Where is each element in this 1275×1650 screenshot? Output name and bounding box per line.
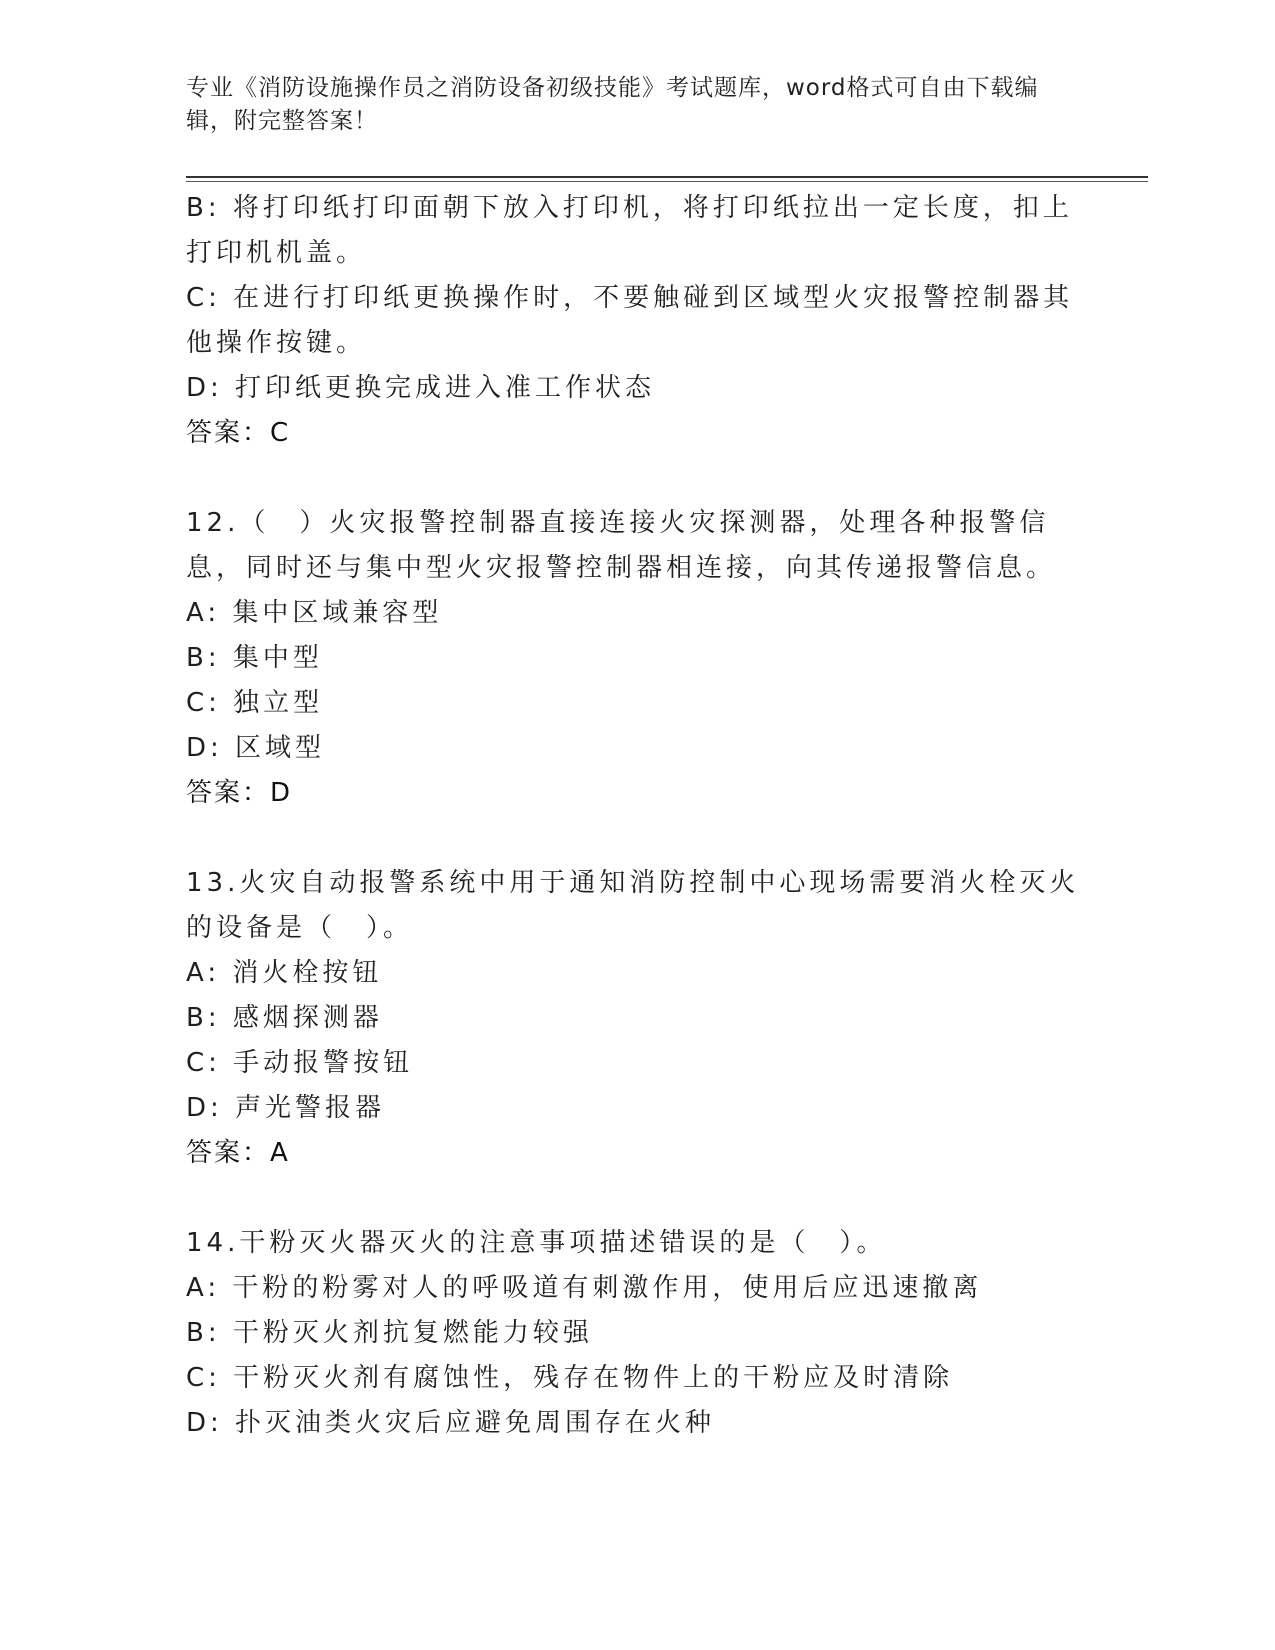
question-13 — [186, 861, 1086, 1176]
spacer — [186, 456, 1086, 501]
spacer — [186, 816, 1086, 861]
option-b: B: 感烟探测器 — [186, 1003, 383, 1033]
question-12 — [186, 501, 1086, 816]
previous-question-block — [186, 186, 1086, 456]
option-c: C: 干粉灭火剂有腐蚀性，残存在物件上的干粉应及时清除 — [186, 1363, 954, 1393]
option-c: C: 独立型 — [186, 688, 324, 718]
option-c: C: 手动报警按钮 — [186, 1048, 414, 1078]
answer-line: 答案：D — [186, 778, 293, 808]
question-stem: 14.干粉灭火器灭火的注意事项描述错误的是（ ）。 — [186, 1228, 887, 1258]
option-d: D: 区域型 — [186, 733, 326, 763]
option-c: C: 在进行打印纸更换操作时，不要触碰到区域型火灾报警控制器其他操作按键。 — [186, 283, 1074, 358]
question-14 — [186, 1221, 1086, 1446]
option-d: D: 扑灭油类火灾后应避免周围存在火种 — [186, 1408, 716, 1438]
answer-line: 答案：C — [186, 418, 291, 448]
option-a: A: 集中区域兼容型 — [186, 598, 443, 628]
header-rule-secondary — [186, 181, 1148, 182]
option-b: B: 集中型 — [186, 643, 323, 673]
option-d: D: 打印纸更换完成进入准工作状态 — [186, 373, 656, 403]
option-a: A: 干粉的粉雾对人的呼吸道有刺激作用，使用后应迅速撤离 — [186, 1273, 983, 1303]
option-a: A: 消火栓按钮 — [186, 958, 383, 988]
option-d: D: 声光警报器 — [186, 1093, 386, 1123]
header-rule — [186, 176, 1148, 178]
option-b: B: 将打印纸打印面朝下放入打印机，将打印纸拉出一定长度，扣上打印机机盖。 — [186, 193, 1073, 268]
question-stem: 12.（ ）火灾报警控制器直接连接火灾探测器，处理各种报警信息，同时还与集中型火灾报警控制器相连接，向其传递报警信息。 — [186, 508, 1057, 583]
option-b: B: 干粉灭火剂抗复燃能力较强 — [186, 1318, 593, 1348]
answer-line: 答案：A — [186, 1138, 290, 1168]
spacer — [186, 1176, 1086, 1221]
page-header: 专业《消防设施操作员之消防设备初级技能》考试题库，word格式可自由下载编辑，附完整答案！ — [186, 75, 1039, 134]
question-stem: 13.火灾自动报警系统中用于通知消防控制中心现场需要消火栓灭火的设备是（ ）。 — [186, 868, 1080, 943]
question-content — [186, 186, 1086, 1446]
